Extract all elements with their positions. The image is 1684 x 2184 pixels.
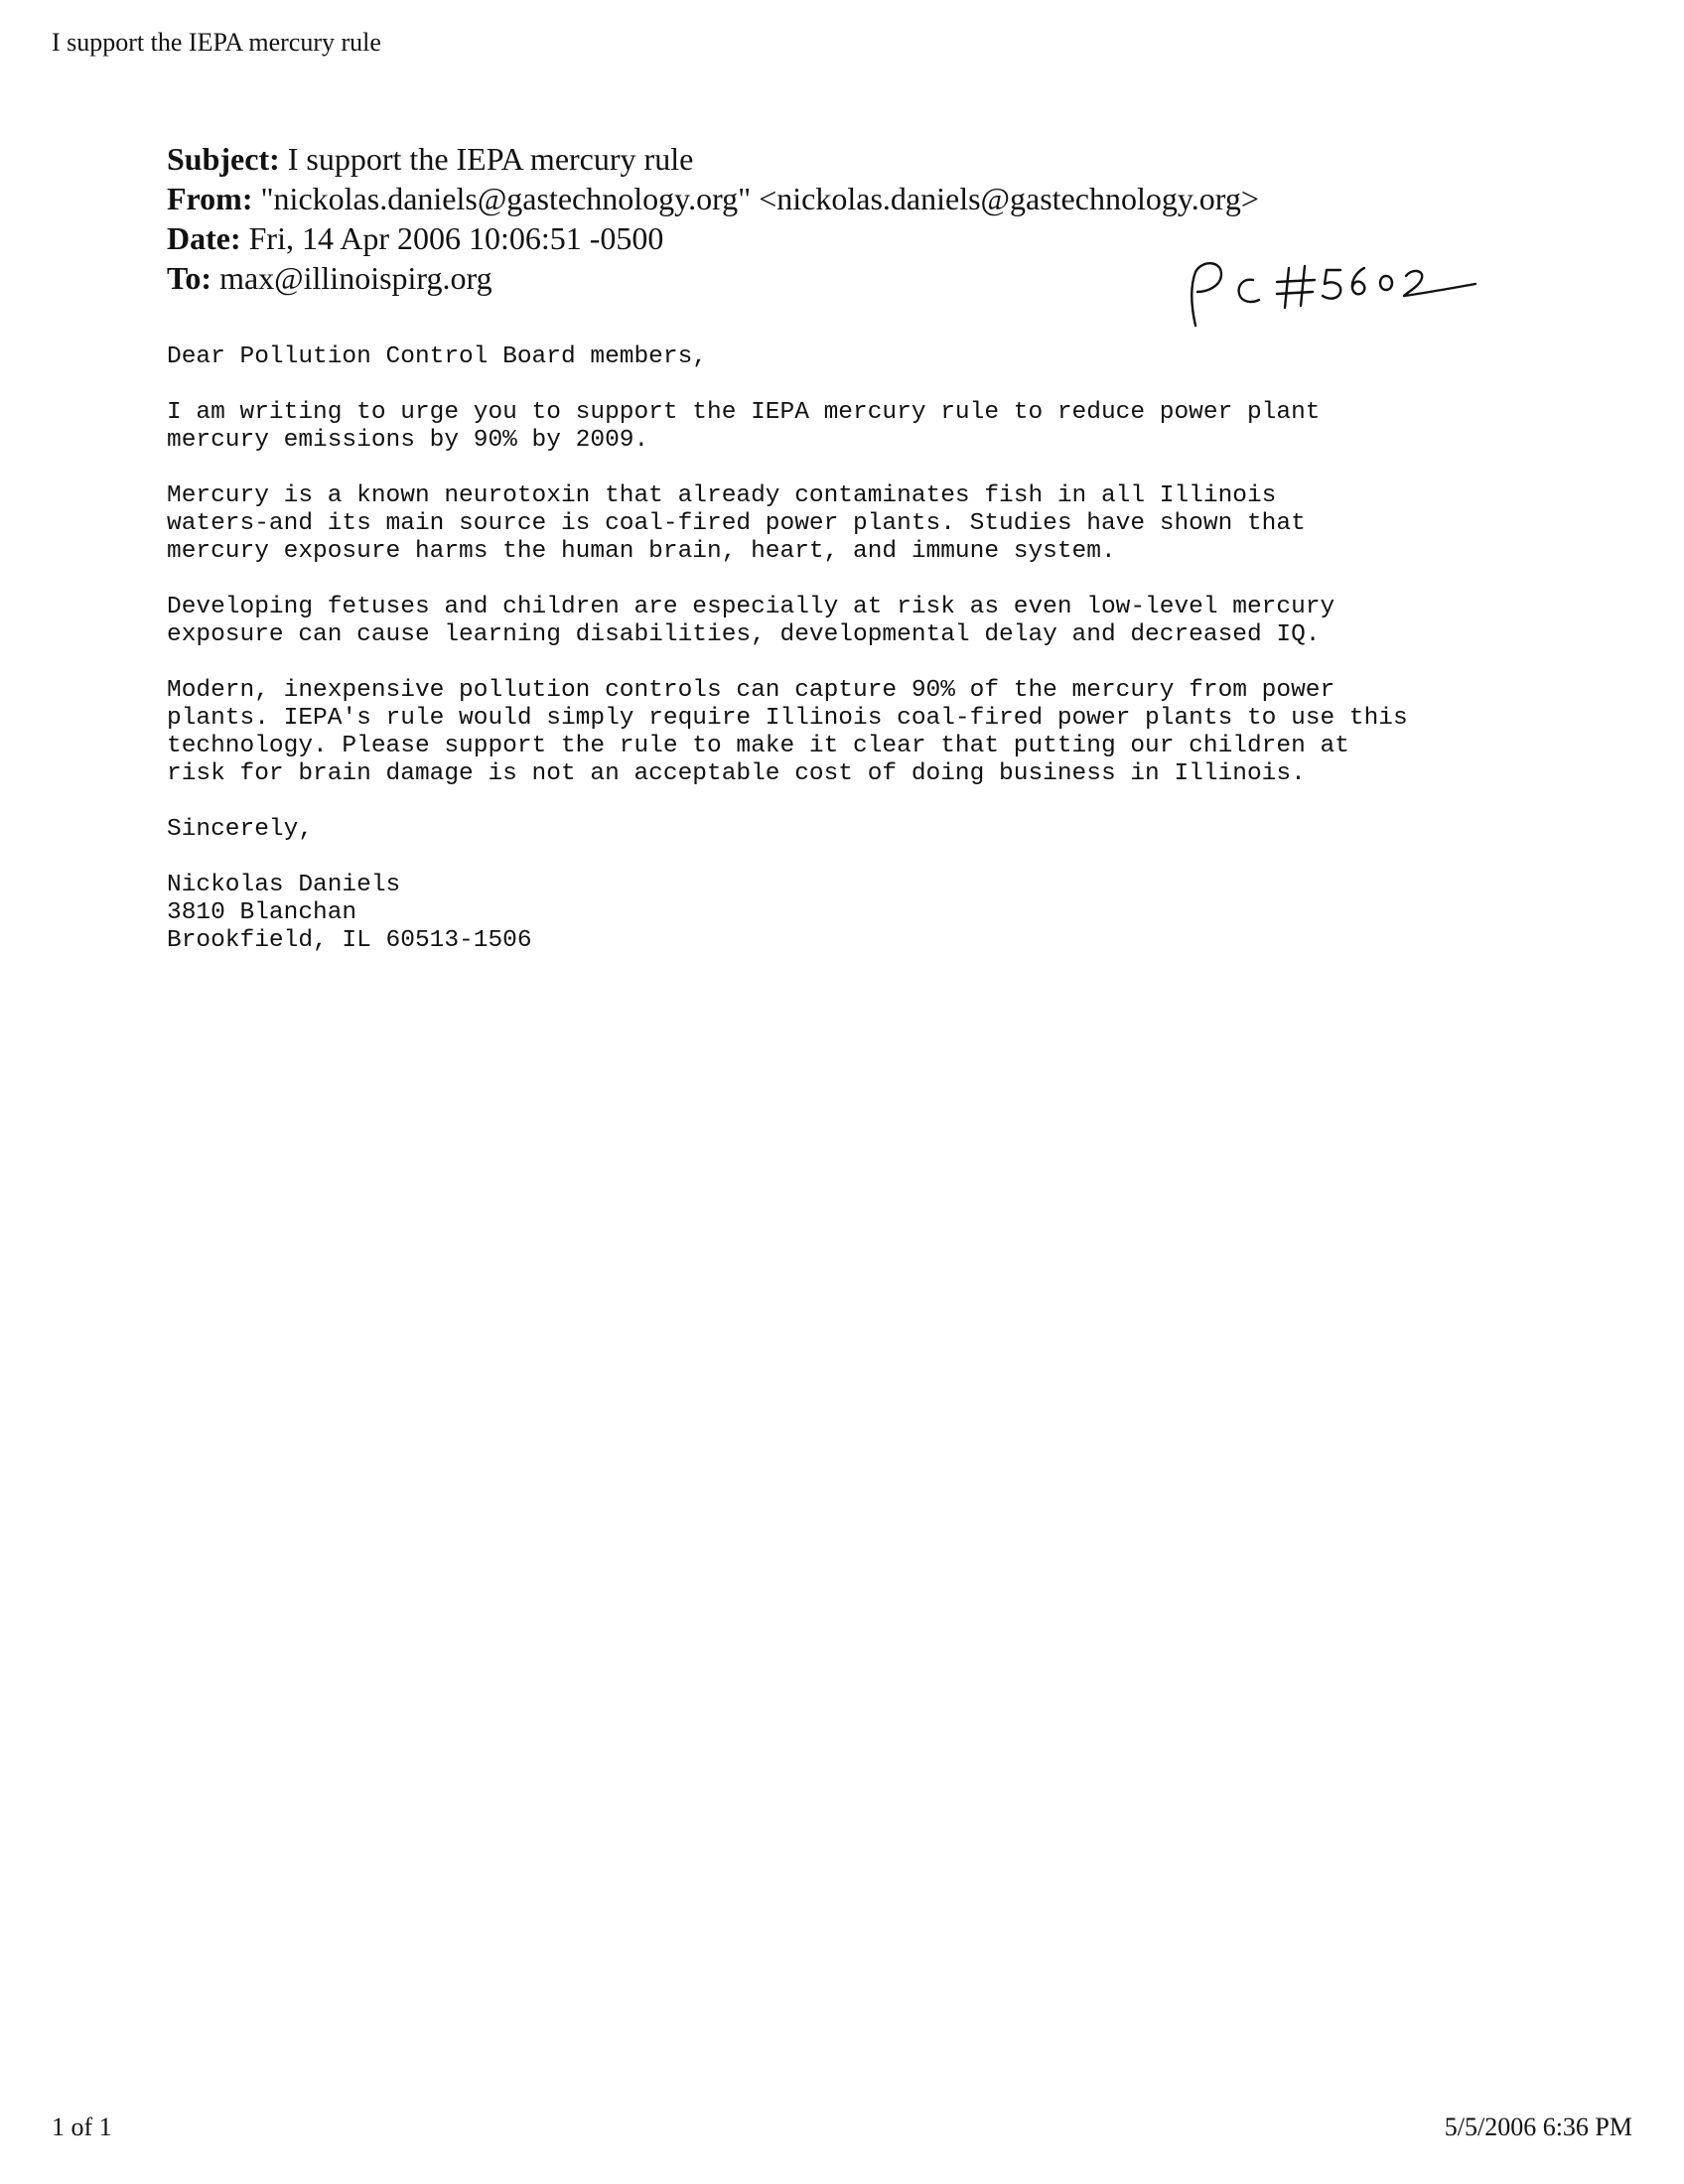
closing: Sincerely, — [167, 816, 314, 843]
date-value: Fri, 14 Apr 2006 10:06:51 -0500 — [248, 220, 664, 256]
subject-label: Subject: — [167, 141, 280, 177]
to-value: max@illinoispirg.org — [219, 260, 492, 296]
handwritten-annotation — [1182, 248, 1479, 338]
page-header-title: I support the IEPA mercury rule — [52, 28, 381, 57]
from-row — [167, 179, 1259, 218]
date-label: Date: — [167, 220, 241, 256]
to-row — [167, 258, 1259, 298]
email-body — [167, 343, 1656, 955]
page-count: 1 of 1 — [52, 2113, 112, 2141]
date-row — [167, 218, 1259, 258]
email-header — [167, 139, 1259, 298]
body-paragraph: I am writing to urge you to support the IEPA mercury rule to reduce power plant mercury emissions by 90% by 2009. — [167, 399, 1321, 454]
signature-name: Nickolas Daniels — [167, 872, 401, 898]
subject-value: I support the IEPA mercury rule — [287, 141, 694, 177]
greeting: Dear Pollution Control Board members, — [167, 343, 707, 370]
signature-city: Brookfield, IL 60513-1506 — [167, 927, 532, 954]
signature-street: 3810 Blanchan — [167, 899, 357, 926]
body-paragraph: Modern, inexpensive pollution controls can capture 90% of the mercury from power plants. IEPA's rule would simply require Illinois coal-fired power plants to use this technology. Please support the rule to make it clear that putting our children at risk for brain damage is not an acceptable cost of doing business in Illinois. — [167, 677, 1408, 787]
body-paragraph: Developing fetuses and children are especially at risk as even low-level mercury exposure can cause learning disabilities, developmental delay and decreased IQ. — [167, 594, 1335, 648]
printed-timestamp: 5/5/2006 6:36 PM — [1444, 2113, 1632, 2141]
body-paragraph: Mercury is a known neurotoxin that already contaminates fish in all Illinois waters-and its main source is coal-fired power plants. Studies have shown that mercury exposure harms the human brain, heart, and immune system. — [167, 482, 1306, 565]
from-value: "nickolas.daniels@gastechnology.org" <nickolas.daniels@gastechnology.org> — [260, 181, 1259, 216]
from-label: From: — [167, 181, 253, 216]
subject-row — [167, 139, 1259, 179]
to-label: To: — [167, 260, 212, 296]
